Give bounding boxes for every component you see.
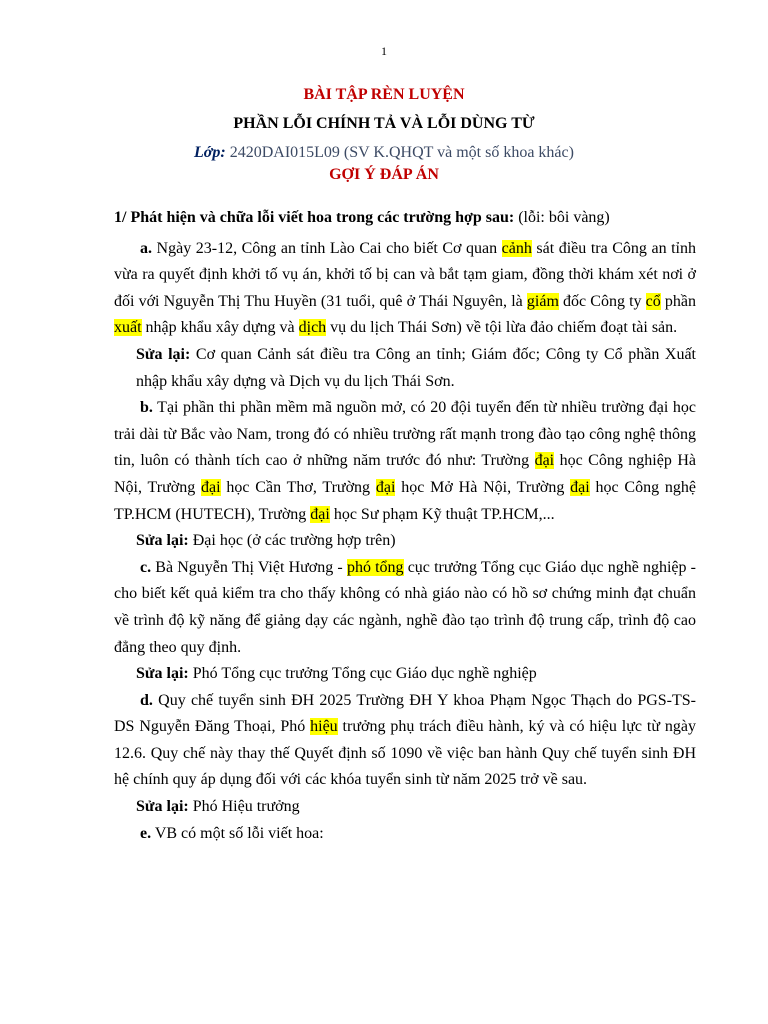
sub-title: PHẦN LỖI CHÍNH TẢ VÀ LỖI DÙNG TỪ [233,115,535,132]
item-a-letter: a. [140,239,152,257]
error-highlight: đại [375,478,396,496]
error-highlight: hiệu [310,718,338,736]
item-b: b. Tại phần thi phần mềm mã nguồn mở, có 20 đội tuyển đến từ nhiều trường đại học trải dài từ Bắc vào Nam, trong đó có nhiều trường rất mạnh trong đào tạo công nghệ thông tin, luôn có thành tích cao ở những năm trước đó như: Trường đại học Công nghiệp Hà Nội, Trường đại học Cần Thơ, Trường đại học Mở Hà Nội, Trường đại học Công nghệ TP.HCM (HUTECH), Trường đại học Sư phạm Kỹ thuật TP.HCM,... [114,399,697,523]
class-label: Lớp: [194,144,226,161]
item-d-fix: Sửa lại: Phó Hiệu trưởng [136,798,300,816]
class-line [0,144,768,162]
item-a-fix: Sửa lại: Cơ quan Cảnh sát điều tra Công an tỉnh; Giám đốc; Công ty Cổ phần Xuất nhập khẩu xây dựng và Dịch vụ du lịch Thái Sơn. [136,345,697,390]
item-d: d. Quy chế tuyển sinh ĐH 2025 Trường ĐH Y khoa Phạm Ngọc Thạch do PGS-TS-DS Nguyễn Đăng Thoại, Phó hiệu trưởng phụ trách điều hành, ký và có hiệu lực từ ngày 12.6. Quy chế này thay thế Quyết định số 1090 về việc ban hành Quy chế tuyển sinh ĐH hệ chính quy áp dụng đối với các khóa tuyển sinh từ năm 2025 trở về sau. [114,691,697,789]
item-c-fix: Sửa lại: Phó Tổng cục trưởng Tổng cục Giáo dục nghề nghiệp [136,665,537,683]
error-highlight: cảnh [501,239,532,257]
item-b-letter: b. [140,399,153,417]
error-highlight: xuất [114,319,142,337]
error-highlight: phó tổng [346,558,404,576]
section-1-heading: 1/ Phát hiện và chữa lỗi viết hoa trong các trường hợp sau: (lỗi: bôi vàng) [114,209,610,226]
item-c-letter: c. [140,558,152,576]
item-d-letter: d. [140,691,153,709]
item-a: a. Ngày 23-12, Công an tỉnh Lào Cai cho biết Cơ quan cảnh sát điều tra Công an tỉnh vừa ra quyết định khởi tố vụ án, khởi tố bị can và bắt tạm giam, đồng thời khám xét nơi ở đối với Nguyễn Thị Thu Huyền (31 tuổi, quê ở Thái Nguyên, là giám đốc Công ty cổ phần xuất nhập khẩu xây dựng và dịch vụ du lịch Thái Sơn) về tội lừa đảo chiếm đoạt tài sản. [114,239,697,337]
document-body [114,205,696,847]
error-highlight: đại [570,478,590,496]
section-1-note: (lỗi: bôi vàng) [514,209,610,226]
item-c: c. Bà Nguyễn Thị Việt Hương - phó tổng cục trưởng Tổng cục Giáo dục nghề nghiệp - cho biết kết quả kiểm tra cho thấy không có nhà giáo nào có hồ sơ chứng minh đạt chuẩn về trình độ kỹ năng để giảng dạy các ngành, nghề đào tạo trình độ trung cấp, trình độ cao đẳng theo quy định. [114,558,696,656]
answer-title: GỢI Ý ĐÁP ÁN [329,166,439,183]
item-e-letter: e. [140,824,152,842]
item-e: e. VB có một số lỗi viết hoa: [140,824,324,842]
error-highlight: dịch [298,319,327,337]
error-highlight: cổ [645,292,661,310]
error-highlight: đại [310,505,330,523]
page-number: 1 [381,44,387,58]
error-highlight: đại [201,478,221,496]
error-highlight: đại [534,452,555,470]
error-highlight: giám [526,292,559,310]
item-b-fix: Sửa lại: Đại học (ở các trường hợp trên) [136,532,396,550]
class-value: 2420DAI015L09 (SV K.QHQT và một số khoa khác) [225,144,574,161]
main-title: BÀI TẬP RÈN LUYỆN [303,86,465,103]
